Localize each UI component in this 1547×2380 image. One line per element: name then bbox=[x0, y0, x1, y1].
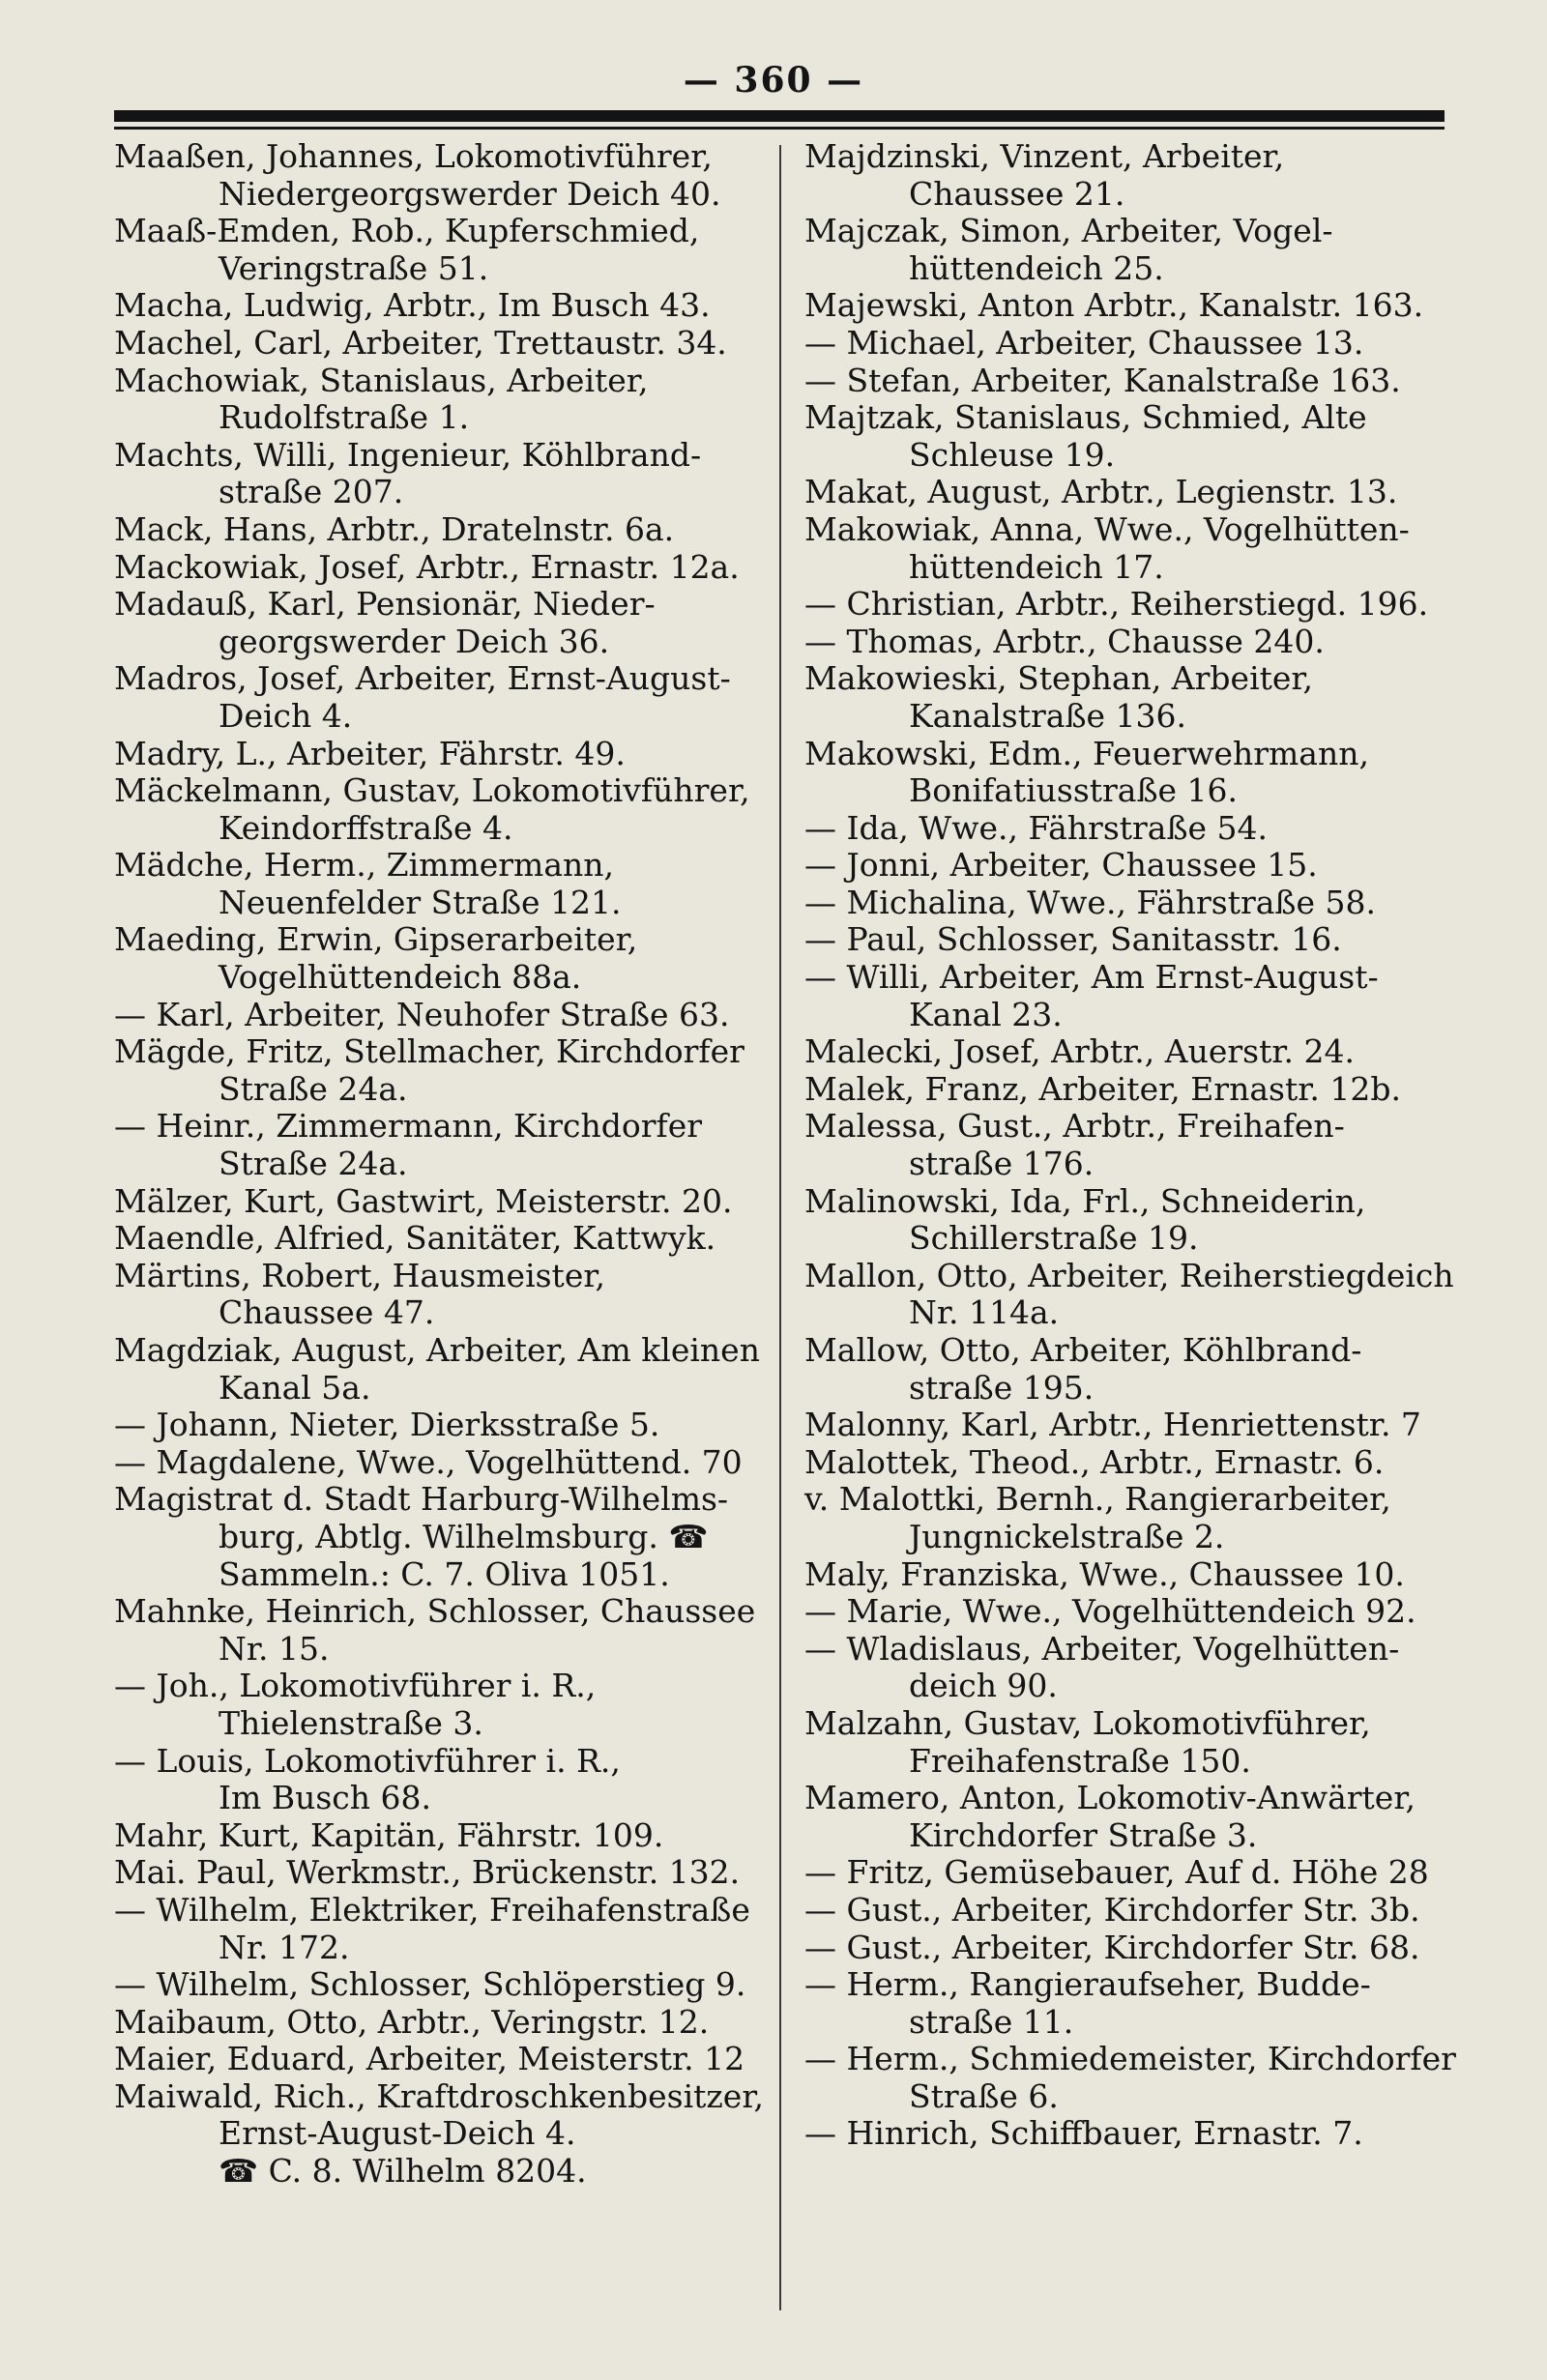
directory-entry bbox=[114, 736, 781, 773]
entry-continuation-line: Schleuse 19. bbox=[909, 435, 1116, 474]
entry-name-line: — Wladislaus, Arbeiter, Vogelhütten- bbox=[804, 1629, 1400, 1668]
entry-continuation-line: deich 90. bbox=[909, 1667, 1058, 1705]
entry-name-line: Malonny, Karl, Arbtr., Henriettenstr. 7 bbox=[804, 1406, 1421, 1444]
directory-entry bbox=[114, 847, 781, 921]
entry-name-line: Mädche, Herm., Zimmermann, bbox=[114, 846, 615, 885]
entry-name-line: Makowiak, Anna, Wwe., Vogelhütten- bbox=[804, 509, 1410, 548]
entry-continuation-line: Kanal 23. bbox=[909, 995, 1063, 1033]
directory-entry bbox=[114, 511, 781, 549]
entry-name-line: — Heinr., Zimmermann, Kirchdorfer bbox=[114, 1107, 703, 1146]
right-column bbox=[804, 138, 1472, 2153]
entry-name-line: Malecki, Josef, Arbtr., Auerstr. 24. bbox=[804, 1032, 1355, 1071]
entry-name-line: Machel, Carl, Arbeiter, Trettaustr. 34. bbox=[114, 323, 727, 362]
entry-continuation-line: Sammeln.: C. 7. Oliva 1051. bbox=[219, 1554, 670, 1593]
entry-name-line: Maibaum, Otto, Arbtr., Veringstr. 12. bbox=[114, 2002, 710, 2041]
entry-name-line: Majdzinski, Vinzent, Arbeiter, bbox=[804, 137, 1285, 175]
entry-continuation-line: Straße 24a. bbox=[219, 1145, 408, 1183]
entry-continuation-line: Vogelhüttendeich 88a. bbox=[219, 958, 582, 997]
directory-entry bbox=[804, 138, 1472, 213]
directory-entry bbox=[804, 660, 1472, 735]
directory-entry bbox=[804, 1183, 1472, 1258]
entry-name-line: Malinowski, Ida, Frl., Schneiderin, bbox=[804, 1181, 1366, 1220]
directory-entry bbox=[114, 287, 781, 325]
directory-entry bbox=[114, 1332, 781, 1407]
entry-name-line: — Hinrich, Schiffbauer, Ernastr. 7. bbox=[804, 2114, 1363, 2153]
directory-entry bbox=[804, 1481, 1472, 1555]
directory-entry bbox=[804, 885, 1472, 922]
entry-name-line: — Gust., Arbeiter, Kirchdorfer Str. 3b. bbox=[804, 1890, 1420, 1929]
entry-name-line: — Herm., Rangieraufseher, Budde- bbox=[804, 1965, 1371, 2004]
entry-name-line: Maendle, Alfried, Sanitäter, Kattwyk. bbox=[114, 1219, 716, 1258]
entry-continuation-line: Nr. 172. bbox=[219, 1928, 350, 1966]
entry-name-line: Maiwald, Rich., Kraftdroschkenbesitzer, bbox=[114, 2076, 764, 2115]
entry-continuation-line: Kanalstraße 136. bbox=[909, 696, 1186, 735]
entry-name-line: Makowski, Edm., Feuerwehrmann, bbox=[804, 734, 1369, 772]
directory-entry bbox=[804, 959, 1472, 1033]
directory-entry bbox=[114, 997, 781, 1034]
entry-name-line: Maier, Eduard, Arbeiter, Meisterstr. 12 bbox=[114, 2040, 745, 2078]
entry-name-line: Madry, L., Arbeiter, Fährstr. 49. bbox=[114, 734, 626, 772]
directory-entry bbox=[114, 437, 781, 511]
entry-name-line: — Paul, Schlosser, Sanitasstr. 16. bbox=[804, 920, 1342, 959]
directory-entry bbox=[804, 810, 1472, 848]
entry-name-line: — Michael, Arbeiter, Chaussee 13. bbox=[804, 323, 1364, 362]
directory-entry bbox=[804, 1108, 1472, 1182]
entry-continuation-line: straße 207. bbox=[219, 473, 404, 511]
directory-entry bbox=[114, 325, 781, 363]
directory-entry bbox=[804, 325, 1472, 363]
directory-entry bbox=[114, 363, 781, 437]
entry-name-line: Machowiak, Stanislaus, Arbeiter, bbox=[114, 361, 649, 399]
entry-name-line: Mahr, Kurt, Kapitän, Fährstr. 109. bbox=[114, 1815, 664, 1854]
directory-entry bbox=[114, 213, 781, 287]
entry-name-line: Macha, Ludwig, Arbtr., Im Busch 43. bbox=[114, 286, 711, 325]
directory-entry bbox=[114, 1892, 781, 1966]
directory-entry bbox=[804, 2115, 1472, 2153]
entry-name-line: — Johann, Nieter, Dierksstraße 5. bbox=[114, 1406, 660, 1444]
entry-name-line: Mallow, Otto, Arbeiter, Köhlbrand- bbox=[804, 1331, 1362, 1369]
directory-entry bbox=[804, 287, 1472, 325]
directory-entry bbox=[804, 363, 1472, 400]
entry-name-line: Makat, August, Arbtr., Legienstr. 13. bbox=[804, 473, 1398, 511]
directory-entry bbox=[804, 1444, 1472, 1482]
entry-name-line: Makowieski, Stephan, Arbeiter, bbox=[804, 659, 1314, 698]
directory-entry bbox=[114, 1481, 781, 1593]
directory-entry bbox=[804, 1332, 1472, 1407]
directory-entry bbox=[804, 921, 1472, 959]
directory-entry bbox=[804, 1892, 1472, 1930]
directory-entry bbox=[114, 1258, 781, 1332]
directory-entry bbox=[804, 847, 1472, 885]
entry-name-line: — Louis, Lokomotivführer i. R., bbox=[114, 1741, 621, 1780]
entry-name-line: Malek, Franz, Arbeiter, Ernastr. 12b. bbox=[804, 1069, 1401, 1108]
page-number: — 360 — bbox=[683, 60, 864, 101]
directory-entry bbox=[804, 1780, 1472, 1854]
directory-entry bbox=[804, 1966, 1472, 2041]
directory-entry bbox=[114, 1220, 781, 1258]
directory-entry bbox=[804, 1033, 1472, 1071]
directory-entry bbox=[114, 138, 781, 213]
entry-continuation-line: Jungnickelstraße 2. bbox=[909, 1517, 1225, 1555]
entry-continuation-line: straße 176. bbox=[909, 1145, 1095, 1183]
directory-entry bbox=[114, 1668, 781, 1742]
directory-entry bbox=[114, 1444, 781, 1482]
entry-name-line: Mamero, Anton, Lokomotiv-Anwärter, bbox=[804, 1779, 1416, 1817]
entry-name-line: — Marie, Wwe., Vogelhüttendeich 92. bbox=[804, 1592, 1416, 1631]
entry-continuation-line: straße 195. bbox=[909, 1368, 1095, 1407]
entry-name-line: Machts, Willi, Ingenieur, Köhlbrand- bbox=[114, 435, 702, 474]
directory-entry bbox=[114, 1407, 781, 1444]
entry-name-line: — Michalina, Wwe., Fährstraße 58. bbox=[804, 883, 1376, 921]
entry-continuation-line: Niedergeorgswerder Deich 40. bbox=[219, 174, 721, 213]
entry-name-line: Maaß-Emden, Rob., Kupferschmied, bbox=[114, 212, 700, 250]
directory-entry bbox=[114, 1033, 781, 1108]
entry-continuation-line: Keindorffstraße 4. bbox=[219, 808, 513, 847]
entry-name-line: — Jonni, Arbeiter, Chaussee 15. bbox=[804, 846, 1318, 885]
entry-continuation-line: Neuenfelder Straße 121. bbox=[219, 883, 622, 921]
directory-entry bbox=[114, 1108, 781, 1182]
directory-entry bbox=[114, 1593, 781, 1668]
directory-entry bbox=[114, 586, 781, 660]
entry-continuation-line: Rudolfstraße 1. bbox=[219, 398, 470, 437]
directory-entry bbox=[804, 1407, 1472, 1444]
entry-name-line: — Magdalene, Wwe., Vogelhüttend. 70 bbox=[114, 1442, 743, 1481]
entry-name-line: Malottek, Theod., Arbtr., Ernastr. 6. bbox=[804, 1442, 1385, 1481]
directory-entry bbox=[804, 624, 1472, 661]
directory-entry bbox=[804, 213, 1472, 287]
directory-entry bbox=[804, 1556, 1472, 1594]
entry-continuation-line: Bonifatiusstraße 16. bbox=[909, 771, 1239, 810]
left-column bbox=[114, 138, 781, 2191]
entry-name-line: Magdziak, August, Arbeiter, Am kleinen bbox=[114, 1331, 760, 1369]
directory-entry bbox=[804, 1258, 1472, 1332]
entry-name-line: — Stefan, Arbeiter, Kanalstraße 163. bbox=[804, 361, 1401, 399]
entry-name-line: Malessa, Gust., Arbtr., Freihafen- bbox=[804, 1107, 1345, 1146]
header-rule-thin bbox=[114, 127, 1445, 130]
entry-name-line: — Christian, Arbtr., Reiherstiegd. 196. bbox=[804, 585, 1429, 624]
directory-entry bbox=[114, 1183, 781, 1221]
entry-name-line: Madauß, Karl, Pensionär, Nieder- bbox=[114, 585, 656, 624]
entry-continuation-line: Ernst-August-Deich 4. bbox=[219, 2114, 576, 2153]
entry-continuation-line: Straße 6. bbox=[909, 2076, 1059, 2115]
entry-continuation-line: Kirchdorfer Straße 3. bbox=[909, 1815, 1258, 1854]
entry-continuation-line: straße 11. bbox=[909, 2002, 1074, 2041]
directory-entry bbox=[114, 2078, 781, 2191]
entry-name-line: v. Malottki, Bernh., Rangierarbeiter, bbox=[804, 1480, 1391, 1519]
entry-name-line: Maaßen, Johannes, Lokomotivführer, bbox=[114, 137, 713, 175]
entry-continuation-line: burg, Abtlg. Wilhelmsburg. ☎ bbox=[219, 1517, 709, 1555]
entry-name-line: Mahnke, Heinrich, Schlosser, Chaussee bbox=[114, 1592, 756, 1631]
directory-entry bbox=[804, 474, 1472, 511]
entry-name-line: Mäckelmann, Gustav, Lokomotivführer, bbox=[114, 771, 750, 810]
directory-entry bbox=[114, 1817, 781, 1855]
entry-continuation-line: hüttendeich 17. bbox=[909, 547, 1164, 586]
entry-name-line: Mai. Paul, Werkmstr., Brückenstr. 132. bbox=[114, 1853, 741, 1892]
entry-name-line: Madros, Josef, Arbeiter, Ernst-August- bbox=[114, 659, 731, 698]
directory-entry bbox=[804, 736, 1472, 810]
directory-entry bbox=[804, 1705, 1472, 1780]
entry-name-line: Mack, Hans, Arbtr., Dratelnstr. 6a. bbox=[114, 509, 675, 548]
directory-entry bbox=[114, 2041, 781, 2078]
directory-entry bbox=[114, 1854, 781, 1892]
entry-name-line: — Herm., Schmiedemeister, Kirchdorfer bbox=[804, 2040, 1456, 2078]
entry-continuation-line: Nr. 15. bbox=[219, 1629, 330, 1668]
entry-name-line: — Fritz, Gemüsebauer, Auf d. Höhe 28 bbox=[804, 1853, 1429, 1892]
directory-entry bbox=[804, 1593, 1472, 1631]
entry-continuation-line: Straße 24a. bbox=[219, 1069, 408, 1108]
entry-name-line: Mallon, Otto, Arbeiter, Reiherstiegdeich bbox=[804, 1256, 1454, 1294]
directory-entry bbox=[114, 772, 781, 847]
entry-continuation-line: Schillerstraße 19. bbox=[909, 1219, 1199, 1258]
entry-name-line: — Wilhelm, Elektriker, Freihafenstraße bbox=[114, 1890, 750, 1929]
entry-name-line: Magistrat d. Stadt Harburg-Wilhelms- bbox=[114, 1480, 729, 1519]
directory-entry bbox=[804, 586, 1472, 624]
entry-name-line: — Wilhelm, Schlosser, Schlöperstieg 9. bbox=[114, 1965, 746, 2004]
entry-continuation-line: Im Busch 68. bbox=[219, 1779, 431, 1817]
entry-name-line: — Thomas, Arbtr., Chausse 240. bbox=[804, 622, 1325, 660]
entry-continuation-line: Deich 4. bbox=[219, 696, 353, 735]
entry-continuation-line: Nr. 114a. bbox=[909, 1293, 1060, 1332]
entry-name-line: Maly, Franziska, Wwe., Chaussee 10. bbox=[804, 1554, 1405, 1593]
entry-name-line: — Willi, Arbeiter, Am Ernst-August- bbox=[804, 958, 1379, 997]
entry-name-line: Märtins, Robert, Hausmeister, bbox=[114, 1256, 605, 1294]
header-rule-thick bbox=[114, 110, 1445, 122]
entry-continuation-line: Chaussee 47. bbox=[219, 1293, 435, 1332]
entry-name-line: Maeding, Erwin, Gipserarbeiter, bbox=[114, 920, 638, 959]
directory-entry bbox=[804, 1930, 1472, 1967]
entry-name-line: Mälzer, Kurt, Gastwirt, Meisterstr. 20. bbox=[114, 1181, 733, 1220]
directory-entry bbox=[114, 921, 781, 996]
entry-name-line: — Joh., Lokomotivführer i. R., bbox=[114, 1667, 597, 1705]
directory-entry bbox=[804, 399, 1472, 474]
entry-name-line: Mägde, Fritz, Stellmacher, Kirchdorfer bbox=[114, 1032, 744, 1071]
directory-entry bbox=[114, 1966, 781, 2004]
directory-entry bbox=[114, 549, 781, 587]
entry-name-line: — Ida, Wwe., Fährstraße 54. bbox=[804, 808, 1269, 847]
directory-entry bbox=[114, 2004, 781, 2042]
entry-continuation-line: Freihafenstraße 150. bbox=[909, 1741, 1251, 1780]
entry-continuation-line: Veringstraße 51. bbox=[219, 248, 489, 287]
directory-entry bbox=[804, 1071, 1472, 1109]
directory-entry bbox=[114, 1743, 781, 1817]
entry-continuation-line: georgswerder Deich 36. bbox=[219, 622, 610, 660]
entry-continuation-line: Chaussee 21. bbox=[909, 174, 1125, 213]
directory-entry bbox=[804, 1854, 1472, 1892]
entry-name-line: Mackowiak, Josef, Arbtr., Ernastr. 12a. bbox=[114, 547, 740, 586]
entry-name-line: — Karl, Arbeiter, Neuhofer Straße 63. bbox=[114, 995, 730, 1033]
entry-continuation-line: Thielenstraße 3. bbox=[219, 1703, 483, 1742]
entry-name-line: — Gust., Arbeiter, Kirchdorfer Str. 68. bbox=[804, 1928, 1420, 1966]
entry-continuation-line: Kanal 5a. bbox=[219, 1368, 371, 1407]
entry-name-line: Majewski, Anton Arbtr., Kanalstr. 163. bbox=[804, 286, 1424, 325]
entry-continuation-line: ☎ C. 8. Wilhelm 8204. bbox=[219, 2152, 587, 2191]
directory-entry bbox=[804, 1631, 1472, 1705]
directory-entry bbox=[804, 2041, 1472, 2115]
entry-name-line: Majtzak, Stanislaus, Schmied, Alte bbox=[804, 398, 1367, 437]
entry-name-line: Majczak, Simon, Arbeiter, Vogel- bbox=[804, 212, 1333, 250]
directory-entry bbox=[114, 660, 781, 735]
entry-continuation-line: hüttendeich 25. bbox=[909, 248, 1164, 287]
entry-name-line: Malzahn, Gustav, Lokomotivführer, bbox=[804, 1703, 1371, 1742]
directory-entry bbox=[804, 511, 1472, 586]
